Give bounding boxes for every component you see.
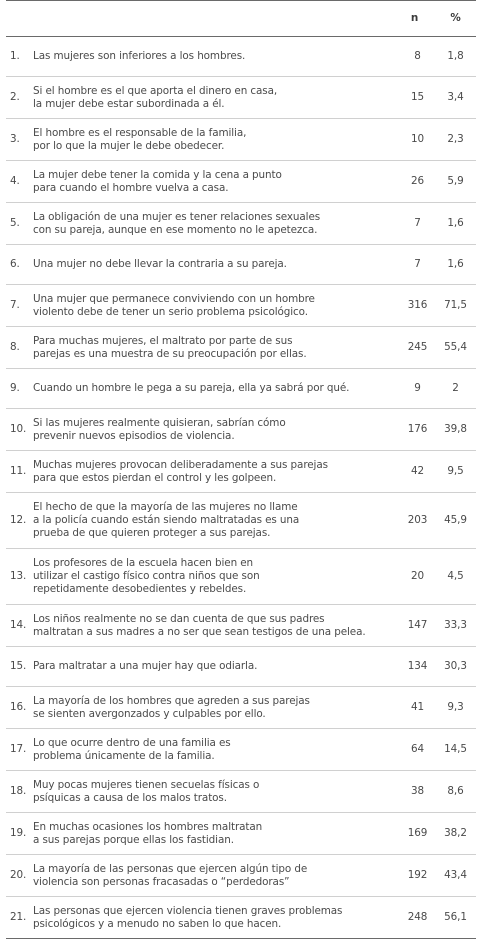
count-value: 245 bbox=[407, 341, 428, 353]
statement-line: Lo que ocurre dentro de una familia es bbox=[33, 736, 231, 749]
table-row bbox=[6, 549, 476, 605]
table-row bbox=[6, 369, 476, 409]
count-value: 7 bbox=[414, 217, 421, 229]
count-value: 8 bbox=[414, 50, 421, 62]
percent-value: 9,3 bbox=[447, 701, 464, 713]
statement-line: a la policía cuando están siendo maltratadas es una bbox=[33, 514, 300, 526]
item-number: 13. bbox=[10, 570, 27, 582]
item-number: 15. bbox=[10, 660, 27, 672]
count-value: 10 bbox=[410, 133, 425, 145]
statement-text bbox=[33, 203, 394, 245]
statement-line: Muy pocas mujeres tienen secuelas físicas o bbox=[33, 778, 260, 791]
statement-line: con su pareja, aunque en ese momento no le apetezca. bbox=[33, 223, 318, 236]
table-row bbox=[6, 409, 476, 451]
percent-value: 2,3 bbox=[447, 133, 464, 145]
count-value: 38 bbox=[410, 785, 425, 797]
percent-value: 56,1 bbox=[444, 911, 467, 923]
percent-value: 3,4 bbox=[447, 91, 464, 103]
header-percent: % bbox=[450, 12, 461, 24]
statement-line: prevenir nuevos episodios de violencia. bbox=[33, 429, 235, 442]
count-value: 203 bbox=[407, 514, 428, 526]
statement-line: El hombre es el responsable de la familia, bbox=[33, 126, 247, 139]
statement-text bbox=[33, 855, 394, 897]
statement-line: se sienten avergonzados y culpables por ello. bbox=[33, 707, 266, 720]
statement-line: a sus parejas porque ellas los fastidian. bbox=[33, 833, 234, 846]
statement-text bbox=[33, 119, 394, 161]
statement-text bbox=[33, 493, 394, 549]
statement-line: prueba de que quieren proteger a sus parejas. bbox=[33, 527, 271, 539]
percent-value: 1,6 bbox=[447, 217, 464, 229]
count-value: 15 bbox=[410, 91, 425, 103]
item-number: 12. bbox=[10, 514, 27, 526]
percent-value: 55,4 bbox=[444, 341, 467, 353]
count-value: 41 bbox=[410, 701, 425, 713]
item-number: 14. bbox=[10, 619, 27, 631]
statement-line: Una mujer no debe llevar la contraria a su pareja. bbox=[33, 258, 287, 270]
table-row bbox=[6, 647, 476, 687]
table-row bbox=[6, 729, 476, 771]
percent-value: 30,3 bbox=[444, 660, 467, 672]
statement-line: Si las mujeres realmente quisieran, sabrían cómo bbox=[33, 416, 286, 429]
count-value: 316 bbox=[407, 299, 428, 311]
table-row bbox=[6, 161, 476, 203]
item-number: 4. bbox=[10, 175, 20, 187]
table-row bbox=[6, 897, 476, 939]
percent-value: 4,5 bbox=[447, 570, 464, 582]
count-value: 176 bbox=[407, 423, 428, 435]
item-number: 20. bbox=[10, 869, 27, 881]
header-n: n bbox=[410, 12, 419, 24]
table-row bbox=[6, 855, 476, 897]
percent-value: 2 bbox=[452, 382, 459, 394]
percent-value: 5,9 bbox=[447, 175, 464, 187]
statement-text bbox=[33, 369, 394, 409]
percent-value: 38,2 bbox=[444, 827, 467, 839]
table-row bbox=[6, 203, 476, 245]
statement-text bbox=[33, 77, 394, 119]
percent-value: 1,6 bbox=[447, 258, 464, 270]
percent-value: 43,4 bbox=[444, 869, 467, 881]
statement-text bbox=[33, 729, 394, 771]
statement-line: para cuando el hombre vuelva a casa. bbox=[33, 181, 229, 194]
table-row bbox=[6, 37, 476, 77]
survey-results-table bbox=[6, 0, 476, 939]
table-row bbox=[6, 451, 476, 493]
statement-line: Muchas mujeres provocan deliberadamente a sus parejas bbox=[33, 458, 328, 471]
statement-text bbox=[33, 647, 394, 687]
statement-line: El hecho de que la mayoría de las mujeres no llame bbox=[33, 501, 298, 513]
item-number: 18. bbox=[10, 785, 27, 797]
count-value: 7 bbox=[414, 258, 421, 270]
table-row bbox=[6, 285, 476, 327]
item-number: 19. bbox=[10, 827, 27, 839]
percent-value: 71,5 bbox=[444, 299, 467, 311]
statement-text bbox=[33, 897, 394, 939]
item-number: 11. bbox=[10, 465, 27, 477]
statement-line: Una mujer que permanece conviviendo con un hombre bbox=[33, 292, 315, 305]
statement-line: violencia son personas fracasadas o “perdedoras” bbox=[33, 875, 290, 888]
item-number: 6. bbox=[10, 258, 20, 270]
table-row bbox=[6, 77, 476, 119]
statement-text bbox=[33, 37, 394, 77]
statement-text bbox=[33, 605, 394, 647]
count-value: 64 bbox=[410, 743, 425, 755]
item-number: 2. bbox=[10, 91, 20, 103]
statement-line: Los niños realmente no se dan cuenta de que sus padres bbox=[33, 612, 325, 625]
statement-text bbox=[33, 771, 394, 813]
statement-line: La mayoría de las personas que ejercen algún tipo de bbox=[33, 862, 308, 875]
percent-value: 33,3 bbox=[444, 619, 467, 631]
item-number: 10. bbox=[10, 423, 27, 435]
statement-line: problema únicamente de la familia. bbox=[33, 749, 215, 762]
count-value: 20 bbox=[410, 570, 425, 582]
statement-line: En muchas ocasiones los hombres maltratan bbox=[33, 820, 263, 833]
header-number-cell bbox=[6, 1, 33, 37]
percent-value: 14,5 bbox=[444, 743, 467, 755]
item-number: 7. bbox=[10, 299, 20, 311]
statement-line: repetidamente desobedientes y rebeldes. bbox=[33, 583, 247, 595]
count-value: 248 bbox=[407, 911, 428, 923]
statement-line: violento debe de tener un serio problema psicológico. bbox=[33, 305, 308, 318]
item-number: 9. bbox=[10, 382, 20, 394]
statement-line: Cuando un hombre le pega a su pareja, ella ya sabrá por qué. bbox=[33, 382, 350, 394]
statement-line: Las personas que ejercen violencia tienen graves problemas bbox=[33, 904, 343, 917]
item-number: 1. bbox=[10, 50, 20, 62]
statement-line: La mayoría de los hombres que agreden a sus parejas bbox=[33, 694, 310, 707]
statement-line: para que estos pierdan el control y les golpeen. bbox=[33, 471, 277, 484]
header-statement-cell bbox=[33, 1, 394, 37]
table-row bbox=[6, 119, 476, 161]
statement-line: Para muchas mujeres, el maltrato por parte de sus bbox=[33, 334, 293, 347]
percent-value: 8,6 bbox=[447, 785, 464, 797]
table-row bbox=[6, 813, 476, 855]
statement-line: La mujer debe tener la comida y la cena a punto bbox=[33, 168, 282, 181]
count-value: 42 bbox=[410, 465, 425, 477]
table-row bbox=[6, 245, 476, 285]
count-value: 169 bbox=[407, 827, 428, 839]
table-row bbox=[6, 687, 476, 729]
statement-line: la mujer debe estar subordinada a él. bbox=[33, 97, 225, 110]
count-value: 26 bbox=[410, 175, 425, 187]
statement-line: psicológicos y a menudo no saben lo que hacen. bbox=[33, 917, 282, 930]
item-number: 16. bbox=[10, 701, 27, 713]
count-value: 192 bbox=[407, 869, 428, 881]
item-number: 5. bbox=[10, 217, 20, 229]
statement-line: utilizar el castigo físico contra niños que son bbox=[33, 570, 260, 582]
statement-line: parejas es una muestra de su preocupación por ellas. bbox=[33, 347, 307, 360]
table-row bbox=[6, 327, 476, 369]
table-row bbox=[6, 493, 476, 549]
statement-line: Los profesores de la escuela hacen bien en bbox=[33, 557, 254, 569]
item-number: 8. bbox=[10, 341, 20, 353]
statement-line: Si el hombre es el que aporta el dinero en casa, bbox=[33, 84, 278, 97]
statement-line: psíquicas a causa de los malos tratos. bbox=[33, 791, 227, 804]
statement-text bbox=[33, 549, 394, 605]
statement-text bbox=[33, 409, 394, 451]
count-value: 147 bbox=[407, 619, 428, 631]
statement-text bbox=[33, 245, 394, 285]
count-value: 134 bbox=[407, 660, 428, 672]
table-header bbox=[6, 1, 476, 37]
statement-text bbox=[33, 813, 394, 855]
percent-value: 45,9 bbox=[444, 514, 467, 526]
percent-value: 39,8 bbox=[444, 423, 467, 435]
statement-text bbox=[33, 285, 394, 327]
statement-line: La obligación de una mujer es tener relaciones sexuales bbox=[33, 210, 321, 223]
count-value: 9 bbox=[414, 382, 421, 394]
item-number: 21. bbox=[10, 911, 27, 923]
statement-text bbox=[33, 451, 394, 493]
item-number: 17. bbox=[10, 743, 27, 755]
header-row bbox=[6, 1, 476, 37]
table-body bbox=[6, 37, 476, 939]
item-number: 3. bbox=[10, 133, 20, 145]
table-row bbox=[6, 771, 476, 813]
statement-text bbox=[33, 327, 394, 369]
statement-line: Para maltratar a una mujer hay que odiarla. bbox=[33, 660, 258, 672]
percent-value: 1,8 bbox=[447, 50, 464, 62]
statement-line: Las mujeres son inferiores a los hombres. bbox=[33, 50, 246, 62]
table-row bbox=[6, 605, 476, 647]
percent-value: 9,5 bbox=[447, 465, 464, 477]
statement-text bbox=[33, 687, 394, 729]
statement-line: maltratan a sus madres a no ser que sean testigos de una pelea. bbox=[33, 625, 366, 638]
statement-line: por lo que la mujer le debe obedecer. bbox=[33, 139, 225, 152]
statement-text bbox=[33, 161, 394, 203]
